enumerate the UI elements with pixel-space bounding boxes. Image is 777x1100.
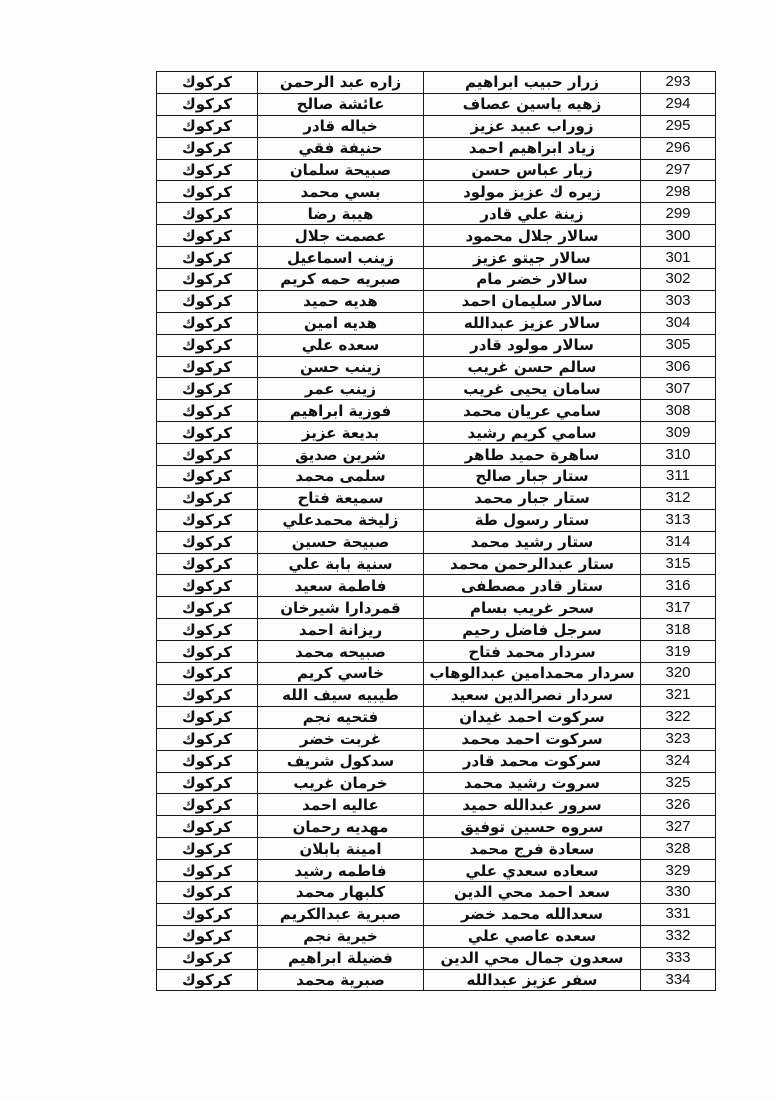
full-name-cell: سامي عريان محمد (424, 400, 641, 422)
mother-name-cell: عائشة صالح (258, 93, 424, 115)
city-cell: كركوك (157, 597, 258, 619)
table-row (157, 531, 716, 553)
city-cell: كركوك (157, 750, 258, 772)
row-number-cell: 329 (641, 860, 716, 882)
full-name-cell: سرور عبدالله حميد (424, 794, 641, 816)
table-row (157, 684, 716, 706)
table-row (157, 597, 716, 619)
city-cell: كركوك (157, 531, 258, 553)
mother-name-cell: فتحيه نجم (258, 706, 424, 728)
row-number-cell: 298 (641, 181, 716, 203)
row-number-cell: 323 (641, 728, 716, 750)
mother-name-cell: ريزانة احمد (258, 619, 424, 641)
table-row (157, 356, 716, 378)
row-number-cell: 295 (641, 115, 716, 137)
row-number-cell: 332 (641, 925, 716, 947)
city-cell: كركوك (157, 334, 258, 356)
city-cell: كركوك (157, 72, 258, 94)
full-name-cell: سحر غريب بسام (424, 597, 641, 619)
table-row (157, 181, 716, 203)
full-name-cell: سامي كريم رشيد (424, 422, 641, 444)
mother-name-cell: هيبة رضا (258, 203, 424, 225)
mother-name-cell: عاليه احمد (258, 794, 424, 816)
full-name-cell: سالار عزيز عبدالله (424, 312, 641, 334)
mother-name-cell: خيرية نجم (258, 925, 424, 947)
row-number-cell: 326 (641, 794, 716, 816)
city-cell: كركوك (157, 269, 258, 291)
row-number-cell: 296 (641, 137, 716, 159)
table-row (157, 619, 716, 641)
table-row (157, 794, 716, 816)
row-number-cell: 328 (641, 838, 716, 860)
table-row (157, 115, 716, 137)
city-cell: كركوك (157, 663, 258, 685)
mother-name-cell: غربت خضر (258, 728, 424, 750)
row-number-cell: 319 (641, 641, 716, 663)
table-row (157, 641, 716, 663)
mother-name-cell: صبريه حمه كريم (258, 269, 424, 291)
city-cell: كركوك (157, 969, 258, 991)
table-row (157, 860, 716, 882)
row-number-cell: 317 (641, 597, 716, 619)
roster-table (156, 71, 716, 991)
table-row (157, 444, 716, 466)
table-row (157, 750, 716, 772)
row-number-cell: 330 (641, 881, 716, 903)
mother-name-cell: صبيحه محمد (258, 641, 424, 663)
table-row (157, 247, 716, 269)
table-row (157, 509, 716, 531)
full-name-cell: زيار عباس حسن (424, 159, 641, 181)
mother-name-cell: صبرية محمد (258, 969, 424, 991)
full-name-cell: زياد ابراهيم احمد (424, 137, 641, 159)
mother-name-cell: بديعة عزيز (258, 422, 424, 444)
city-cell: كركوك (157, 290, 258, 312)
mother-name-cell: سميعة فتاح (258, 487, 424, 509)
mother-name-cell: زليخة محمدعلي (258, 509, 424, 531)
full-name-cell: سعده عاصي علي (424, 925, 641, 947)
row-number-cell: 312 (641, 487, 716, 509)
row-number-cell: 331 (641, 903, 716, 925)
city-cell: كركوك (157, 181, 258, 203)
row-number-cell: 294 (641, 93, 716, 115)
full-name-cell: ساهرة حميد طاهر (424, 444, 641, 466)
full-name-cell: ستار جبار صالح (424, 466, 641, 488)
table-row (157, 290, 716, 312)
city-cell: كركوك (157, 816, 258, 838)
full-name-cell: سالار خضر مام (424, 269, 641, 291)
city-cell: كركوك (157, 509, 258, 531)
city-cell: كركوك (157, 137, 258, 159)
full-name-cell: سروت رشيد محمد (424, 772, 641, 794)
city-cell: كركوك (157, 422, 258, 444)
mother-name-cell: فوزية ابراهيم (258, 400, 424, 422)
table-row (157, 72, 716, 94)
row-number-cell: 315 (641, 553, 716, 575)
row-number-cell: 307 (641, 378, 716, 400)
full-name-cell: سالار جيتو عزيز (424, 247, 641, 269)
mother-name-cell: طيبيه سيف الله (258, 684, 424, 706)
table-row (157, 312, 716, 334)
table-row (157, 137, 716, 159)
city-cell: كركوك (157, 378, 258, 400)
row-number-cell: 316 (641, 575, 716, 597)
table-row (157, 706, 716, 728)
row-number-cell: 320 (641, 663, 716, 685)
mother-name-cell: هديه امين (258, 312, 424, 334)
city-cell: كركوك (157, 400, 258, 422)
row-number-cell: 333 (641, 947, 716, 969)
table-row (157, 947, 716, 969)
table-row (157, 575, 716, 597)
table-row (157, 378, 716, 400)
mother-name-cell: شرين صديق (258, 444, 424, 466)
full-name-cell: ستار عبدالرحمن محمد (424, 553, 641, 575)
full-name-cell: زوراب عبيد عزيز (424, 115, 641, 137)
full-name-cell: سركوت احمد غيدان (424, 706, 641, 728)
full-name-cell: سفر عزيز عبدالله (424, 969, 641, 991)
roster-table-body (157, 72, 716, 991)
table-row (157, 269, 716, 291)
city-cell: كركوك (157, 247, 258, 269)
city-cell: كركوك (157, 706, 258, 728)
city-cell: كركوك (157, 356, 258, 378)
row-number-cell: 314 (641, 531, 716, 553)
table-row (157, 881, 716, 903)
row-number-cell: 324 (641, 750, 716, 772)
city-cell: كركوك (157, 903, 258, 925)
table-row (157, 903, 716, 925)
mother-name-cell: مهديه رحمان (258, 816, 424, 838)
mother-name-cell: فاطمة سعيد (258, 575, 424, 597)
full-name-cell: سالار سليمان احمد (424, 290, 641, 312)
row-number-cell: 321 (641, 684, 716, 706)
mother-name-cell: صبيحة حسين (258, 531, 424, 553)
mother-name-cell: كلبهار محمد (258, 881, 424, 903)
city-cell: كركوك (157, 838, 258, 860)
row-number-cell: 334 (641, 969, 716, 991)
full-name-cell: زيره ك عزيز مولود (424, 181, 641, 203)
mother-name-cell: عصمت جلال (258, 225, 424, 247)
mother-name-cell: زينب حسن (258, 356, 424, 378)
table-row (157, 663, 716, 685)
full-name-cell: سالار جلال محمود (424, 225, 641, 247)
mother-name-cell: خرمان غريب (258, 772, 424, 794)
table-row (157, 925, 716, 947)
full-name-cell: زهيه ياسين عصاف (424, 93, 641, 115)
row-number-cell: 311 (641, 466, 716, 488)
city-cell: كركوك (157, 444, 258, 466)
full-name-cell: سالم حسن غريب (424, 356, 641, 378)
city-cell: كركوك (157, 619, 258, 641)
full-name-cell: سركوت احمد محمد (424, 728, 641, 750)
full-name-cell: سعدون جمال محي الدين (424, 947, 641, 969)
table-row (157, 838, 716, 860)
table-row (157, 225, 716, 247)
table-row (157, 159, 716, 181)
row-number-cell: 299 (641, 203, 716, 225)
full-name-cell: سردار نصرالدين سعيد (424, 684, 641, 706)
table-row (157, 969, 716, 991)
table-row (157, 400, 716, 422)
city-cell: كركوك (157, 93, 258, 115)
city-cell: كركوك (157, 794, 258, 816)
full-name-cell: سعاده سعدي علي (424, 860, 641, 882)
mother-name-cell: خاسي كريم (258, 663, 424, 685)
mother-name-cell: سدكول شريف (258, 750, 424, 772)
row-number-cell: 304 (641, 312, 716, 334)
mother-name-cell: صبرية عبدالكريم (258, 903, 424, 925)
row-number-cell: 322 (641, 706, 716, 728)
mother-name-cell: صبيحة سلمان (258, 159, 424, 181)
mother-name-cell: فاطمه رشيد (258, 860, 424, 882)
full-name-cell: سروه حسين توفيق (424, 816, 641, 838)
row-number-cell: 325 (641, 772, 716, 794)
city-cell: كركوك (157, 925, 258, 947)
full-name-cell: سعادة فرج محمد (424, 838, 641, 860)
table-row (157, 93, 716, 115)
full-name-cell: ستار رشيد محمد (424, 531, 641, 553)
row-number-cell: 306 (641, 356, 716, 378)
row-number-cell: 300 (641, 225, 716, 247)
row-number-cell: 313 (641, 509, 716, 531)
mother-name-cell: زينب اسماعيل (258, 247, 424, 269)
full-name-cell: سردار محمدامين عبدالوهاب (424, 663, 641, 685)
full-name-cell: زينة علي قادر (424, 203, 641, 225)
city-cell: كركوك (157, 772, 258, 794)
table-row (157, 728, 716, 750)
row-number-cell: 297 (641, 159, 716, 181)
city-cell: كركوك (157, 225, 258, 247)
mother-name-cell: فضيلة ابراهيم (258, 947, 424, 969)
mother-name-cell: هديه حميد (258, 290, 424, 312)
city-cell: كركوك (157, 466, 258, 488)
row-number-cell: 305 (641, 334, 716, 356)
row-number-cell: 309 (641, 422, 716, 444)
row-number-cell: 308 (641, 400, 716, 422)
full-name-cell: زرار حبيب ابراهيم (424, 72, 641, 94)
city-cell: كركوك (157, 684, 258, 706)
full-name-cell: سردار محمد فتاح (424, 641, 641, 663)
mother-name-cell: خياله قادر (258, 115, 424, 137)
full-name-cell: سعد احمد محي الدين (424, 881, 641, 903)
city-cell: كركوك (157, 728, 258, 750)
city-cell: كركوك (157, 641, 258, 663)
city-cell: كركوك (157, 115, 258, 137)
mother-name-cell: حنيفة فقي (258, 137, 424, 159)
mother-name-cell: زاره عبد الرحمن (258, 72, 424, 94)
city-cell: كركوك (157, 487, 258, 509)
full-name-cell: سرجل فاضل رحيم (424, 619, 641, 641)
row-number-cell: 302 (641, 269, 716, 291)
mother-name-cell: بسي محمد (258, 181, 424, 203)
city-cell: كركوك (157, 312, 258, 334)
city-cell: كركوك (157, 947, 258, 969)
row-number-cell: 310 (641, 444, 716, 466)
row-number-cell: 318 (641, 619, 716, 641)
table-row (157, 553, 716, 575)
table-row (157, 466, 716, 488)
full-name-cell: ستار جبار محمد (424, 487, 641, 509)
city-cell: كركوك (157, 575, 258, 597)
mother-name-cell: سعده علي (258, 334, 424, 356)
mother-name-cell: قمردارا شيرخان (258, 597, 424, 619)
table-row (157, 203, 716, 225)
mother-name-cell: سنية بابة علي (258, 553, 424, 575)
mother-name-cell: زينب عمر (258, 378, 424, 400)
full-name-cell: سعدالله محمد خضر (424, 903, 641, 925)
full-name-cell: سامان يحيى غريب (424, 378, 641, 400)
mother-name-cell: امينة بابلان (258, 838, 424, 860)
row-number-cell: 327 (641, 816, 716, 838)
city-cell: كركوك (157, 553, 258, 575)
city-cell: كركوك (157, 860, 258, 882)
table-row (157, 487, 716, 509)
table-row (157, 816, 716, 838)
full-name-cell: سركوت محمد قادر (424, 750, 641, 772)
row-number-cell: 301 (641, 247, 716, 269)
table-row (157, 422, 716, 444)
city-cell: كركوك (157, 881, 258, 903)
full-name-cell: ستار رسول طة (424, 509, 641, 531)
city-cell: كركوك (157, 159, 258, 181)
row-number-cell: 303 (641, 290, 716, 312)
full-name-cell: ستار قادر مصطفى (424, 575, 641, 597)
full-name-cell: سالار مولود قادر (424, 334, 641, 356)
table-row (157, 334, 716, 356)
mother-name-cell: سلمى محمد (258, 466, 424, 488)
city-cell: كركوك (157, 203, 258, 225)
row-number-cell: 293 (641, 72, 716, 94)
table-row (157, 772, 716, 794)
